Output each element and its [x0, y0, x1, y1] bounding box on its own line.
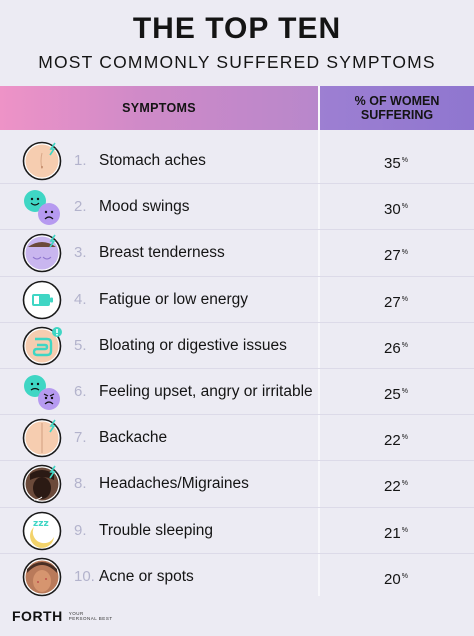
symptom-name: Trouble sleeping [99, 521, 214, 539]
percent-value: 30% [384, 201, 408, 219]
symptom-table [0, 138, 474, 600]
stomach-icon [22, 141, 62, 181]
rank-number: 8. [74, 475, 87, 493]
percent-value: 26% [384, 339, 408, 357]
table-header [0, 86, 474, 130]
acne-face-icon [22, 557, 62, 597]
percent-value: 20% [384, 570, 408, 588]
percent-value: 22% [384, 432, 408, 450]
percent-value: 27% [384, 247, 408, 265]
intestine-icon [22, 326, 62, 366]
percent-sign: % [401, 157, 408, 164]
header-symptoms: SYMPTOMS [0, 86, 318, 130]
percent-sign: % [401, 341, 408, 349]
forth-logo: FORTH [12, 608, 63, 624]
rank-number: 9. [74, 521, 87, 539]
rank-number: 1. [74, 152, 87, 169]
mood-faces-icon [22, 187, 62, 227]
footer [12, 608, 113, 624]
rank-number: 6. [74, 382, 87, 400]
symptom-name: Fatigue or low energy [99, 290, 249, 308]
rank-number: 10. [74, 567, 95, 585]
table-row [0, 277, 474, 323]
table-row [0, 554, 474, 600]
table-row [0, 230, 474, 276]
logo-tagline: YOUR PERSONAL BEST [68, 611, 113, 621]
table-row [0, 415, 474, 461]
back-icon [22, 418, 62, 458]
percent-value: 25% [384, 385, 408, 403]
percent-sign: % [401, 387, 408, 395]
rank-number: 4. [74, 290, 87, 308]
table-row [0, 508, 474, 554]
upset-faces-icon [22, 372, 62, 412]
symptom-name: Headaches/Migraines [99, 475, 249, 493]
percent-value: 35% [384, 155, 408, 172]
low-battery-icon [22, 280, 62, 320]
rank-number: 7. [74, 429, 87, 447]
moon-zzz-icon [22, 511, 62, 551]
table-row [0, 461, 474, 507]
rank-number: 5. [74, 336, 87, 354]
table-row [0, 369, 474, 415]
percent-sign: % [401, 572, 408, 580]
percent-sign: % [401, 526, 408, 534]
symptom-name: Backache [99, 429, 168, 447]
symptom-name: Bloating or digestive issues [99, 336, 287, 354]
header-percent: % OF WOMEN SUFFERING [320, 86, 474, 130]
percent-sign: % [401, 480, 408, 488]
percent-value: 21% [384, 524, 408, 542]
table-row [0, 184, 474, 230]
svg-text:zzz: zzz [33, 518, 49, 529]
symptom-name: Acne or spots [99, 567, 194, 585]
percent-value: 22% [384, 478, 408, 496]
symptom-name: Stomach aches [99, 152, 206, 169]
symptom-name: Feeling upset, angry or irritable [99, 382, 313, 400]
page-subtitle: MOST COMMONLY SUFFERED SYMPTOMS [38, 52, 436, 72]
breast-icon [22, 233, 62, 273]
percent-sign: % [401, 434, 408, 442]
percent-sign: % [401, 295, 408, 303]
symptom-name: Breast tenderness [99, 244, 225, 262]
page-title: THE TOP TEN [132, 12, 342, 45]
rank-number: 2. [74, 198, 87, 216]
symptom-name: Mood swings [99, 198, 190, 216]
table-row [0, 138, 474, 184]
percent-sign: % [401, 249, 408, 257]
headache-icon [22, 464, 62, 504]
rank-number: 3. [74, 244, 87, 262]
percent-value: 27% [384, 293, 408, 311]
percent-sign: % [401, 203, 408, 211]
table-row [0, 323, 474, 369]
